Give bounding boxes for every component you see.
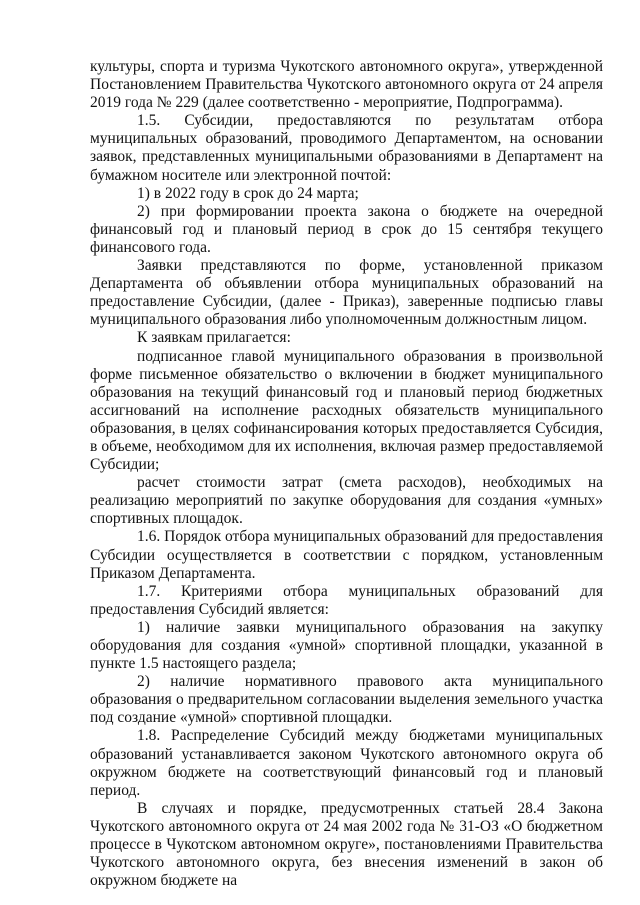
paragraph-application-form: Заявки представляются по форме, установленной приказом Департамента об объявлении отбора муниципальных образований на предоставление Субсидии, (далее - Приказ), заверенные подписью главы муниципального образования либо уполномоченным должностным лицом. [90,257,603,329]
paragraph-budget-law-cases: В случаях и порядке, предусмотренных статьей 28.4 Закона Чукотского автономного округа от 24 мая 2002 года № 31-ОЗ «О бюджетном процессе в Чукотском автономном округе», постановлениями Правительства Чукотского автономного округа, без внесения изменений в закон об окружном бюджете на [90,799,603,890]
paragraph-criterion-1: 1) наличие заявки муниципального образования на закупку оборудования для создания «умной» спортивной площадки, указанной в пункте 1.5 настоящего раздела; [90,618,603,673]
paragraph-criterion-2: 2) наличие нормативного правового акта муниципального образования о предварительном согласовании выделения земельного участка под создание «умной» спортивной площадки. [90,673,603,727]
paragraph-1-8-distribution: 1.8. Распределение Субсидий между бюджетами муниципальных образований устанавливается законом Чукотского автономного округа об окружном бюджете на соответствующий финансовый год и плановый период. [90,727,603,799]
paragraph-1-5-selection: 1.5. Субсидии, предоставляются по результатам отбора муниципальных образований, проводимого Департаментом, на основании заявок, представленных муниципальными образованиями в Департамент на бумажном носителе или электронной почтой: [90,112,603,184]
paragraph-1-6-procedure: 1.6. Порядок отбора муниципальных образований для предоставления Субсидии осуществляется в соответствии с порядком, установленным Приказом Департамента. [90,528,603,582]
paragraph-attachments-intro: К заявкам прилагается: [137,329,291,347]
paragraph-1-7-criteria: 1.7. Критериями отбора муниципальных образований для предоставления Субсидий является: [90,582,603,618]
paragraph-subprogram-reference: культуры, спорта и туризма Чукотского автономного округа», утвержденной Постановлением Правительства Чукотского автономного округа от 24 апреля 2019 года № 229 (далее соответственно - мероприятие, Подпрограмма). [90,58,603,112]
document-page [90,58,603,890]
paragraph-cost-estimate: расчет стоимости затрат (смета расходов), необходимых на реализацию мероприятий по закупке оборудования для создания «умных» спортивных площадок. [90,474,603,528]
paragraph-deadline-september: 2) при формировании проекта закона о бюджете на очередной финансовый год и плановый период в срок до 15 сентября текущего финансового года. [90,202,603,256]
paragraph-written-obligation: подписанное главой муниципального образования в произвольной форме письменное обязательство о включении в бюджет муниципального образования на текущий финансовый год и плановый период бюджетных ассигнований на исполнение расходных обязательств муниципального образования, в целях софинансирования которых предоставляется Субсидия, в объеме, необходимом для их исполнения, включая размер предоставляемой Субсидии; [90,347,603,474]
paragraph-deadline-march: 1) в 2022 году в срок до 24 марта; [137,184,359,202]
